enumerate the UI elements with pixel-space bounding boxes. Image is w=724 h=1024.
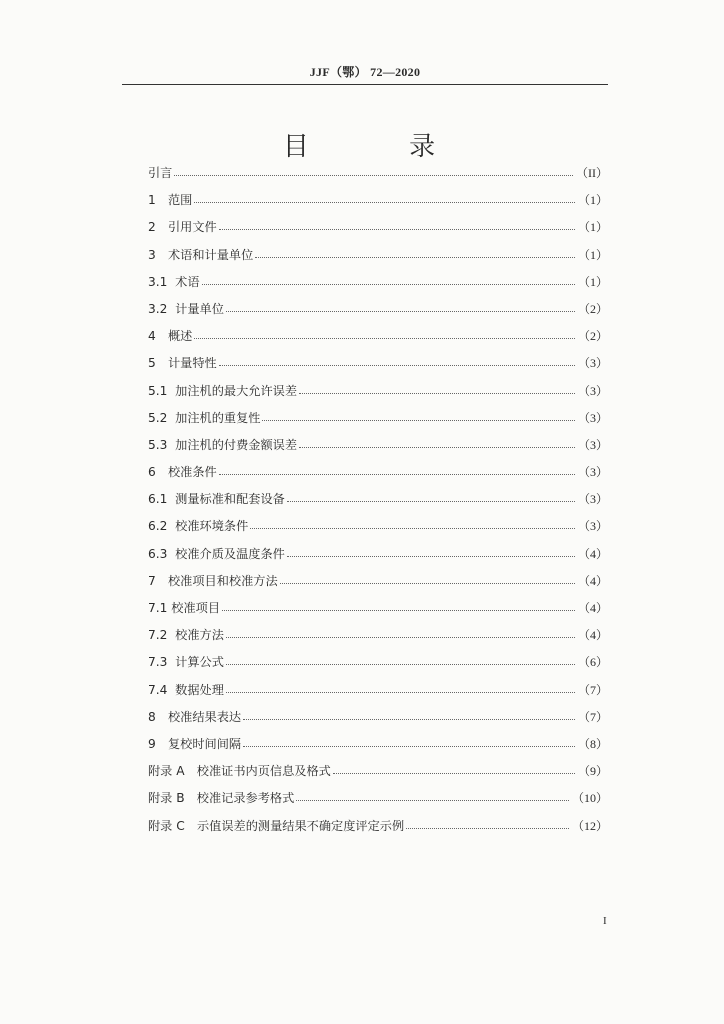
header-rule xyxy=(122,84,608,85)
toc-leader-dots xyxy=(226,656,575,665)
toc-leader-dots xyxy=(280,575,575,584)
toc-entry[interactable] xyxy=(148,378,608,405)
toc-entry[interactable] xyxy=(148,677,608,704)
toc-leader-dots xyxy=(287,493,575,502)
toc-entry-label: 2 引用文件 xyxy=(148,220,217,235)
toc-entry-page: （3） xyxy=(577,519,608,534)
toc-leader-dots xyxy=(299,385,575,394)
toc-entry-page: （8） xyxy=(577,736,608,751)
toc-leader-dots xyxy=(219,466,575,475)
toc-entry[interactable] xyxy=(148,731,608,758)
table-of-contents xyxy=(148,160,608,840)
toc-leader-dots xyxy=(174,167,573,176)
toc-entry[interactable] xyxy=(148,568,608,595)
toc-entry[interactable] xyxy=(148,813,608,840)
toc-entry-label: 6.2 校准环境条件 xyxy=(148,519,249,534)
toc-entry-label: 附录 A 校准证书内页信息及格式 xyxy=(148,764,331,779)
toc-entry-page: （3） xyxy=(577,492,608,507)
toc-entry[interactable] xyxy=(148,513,608,540)
toc-entry-label: 1 范围 xyxy=(148,193,193,208)
toc-leader-dots xyxy=(255,249,575,258)
toc-leader-dots xyxy=(222,602,575,611)
toc-entry-label: 5.3 加注机的付费金额误差 xyxy=(148,437,298,452)
toc-entry-label: 6 校准条件 xyxy=(148,465,217,480)
page-number: I xyxy=(603,915,607,927)
toc-leader-dots xyxy=(219,221,575,230)
toc-entry-page: （7） xyxy=(577,682,608,697)
toc-entry-page: （3） xyxy=(577,410,608,425)
toc-entry-label: 5 计量特性 xyxy=(148,356,217,371)
toc-leader-dots xyxy=(226,303,575,312)
toc-entry-page: （3） xyxy=(577,383,608,398)
toc-leader-dots xyxy=(287,548,575,557)
toc-entry[interactable] xyxy=(148,323,608,350)
toc-entry-label: 6.3 校准介质及温度条件 xyxy=(148,546,285,561)
toc-leader-dots xyxy=(262,412,575,421)
toc-leader-dots xyxy=(243,738,575,747)
toc-leader-dots xyxy=(194,194,575,203)
toc-entry[interactable] xyxy=(148,269,608,296)
toc-leader-dots xyxy=(219,357,575,366)
toc-entry-page: （2） xyxy=(577,301,608,316)
toc-entry-page: （6） xyxy=(577,655,608,670)
toc-entry-page: （3） xyxy=(577,356,608,371)
toc-entry-page: （10） xyxy=(571,791,608,806)
toc-entry-page: （1） xyxy=(577,274,608,289)
toc-entry-label: 6.1 测量标准和配套设备 xyxy=(148,492,285,507)
toc-entry[interactable] xyxy=(148,214,608,241)
toc-leader-dots xyxy=(299,439,575,448)
toc-entry[interactable] xyxy=(148,242,608,269)
toc-entry-page: （9） xyxy=(577,764,608,779)
toc-leader-dots xyxy=(296,792,569,801)
toc-entry-page: （12） xyxy=(571,818,608,833)
toc-entry[interactable] xyxy=(148,649,608,676)
toc-entry-label: 9 复校时间间隔 xyxy=(148,736,242,751)
toc-entry-page: （1） xyxy=(577,247,608,262)
toc-entry[interactable] xyxy=(148,187,608,214)
toc-leader-dots xyxy=(226,684,575,693)
toc-entry[interactable] xyxy=(148,704,608,731)
toc-entry-page: （3） xyxy=(577,437,608,452)
toc-entry-page: （1） xyxy=(577,193,608,208)
toc-entry-label: 5.1 加注机的最大允许误差 xyxy=(148,383,298,398)
toc-leader-dots xyxy=(406,820,569,829)
toc-entry-label: 引言 xyxy=(148,166,173,180)
document-header-code: JJF（鄂） 72—2020 xyxy=(309,65,421,79)
toc-entry-page: （4） xyxy=(577,546,608,561)
toc-entry-label: 5.2 加注机的重复性 xyxy=(148,410,261,425)
toc-leader-dots xyxy=(243,711,575,720)
toc-leader-dots xyxy=(226,629,575,638)
toc-entry-label: 3.1 术语 xyxy=(148,274,200,289)
toc-entry-page: （4） xyxy=(577,601,608,615)
toc-entry-page: （2） xyxy=(577,329,608,344)
toc-entry-label: 7.4 数据处理 xyxy=(148,682,224,697)
toc-entry[interactable] xyxy=(148,541,608,568)
toc-leader-dots xyxy=(333,765,575,774)
toc-entry-page: （3） xyxy=(577,465,608,480)
toc-entry[interactable] xyxy=(148,350,608,377)
toc-entry-label: 4 概述 xyxy=(148,329,193,344)
toc-entry-page: （1） xyxy=(577,220,608,235)
toc-entry-label: 7.2 校准方法 xyxy=(148,628,224,643)
toc-entry[interactable] xyxy=(148,758,608,785)
toc-entry-label: 3.2 计量单位 xyxy=(148,301,224,316)
toc-entry[interactable] xyxy=(148,405,608,432)
toc-entry-page: （4） xyxy=(577,573,608,588)
toc-entry[interactable] xyxy=(148,459,608,486)
toc-entry[interactable] xyxy=(148,160,608,187)
toc-entry[interactable] xyxy=(148,785,608,812)
toc-entry-label: 3 术语和计量单位 xyxy=(148,247,254,262)
toc-entry[interactable] xyxy=(148,595,608,622)
toc-entry-page: （II） xyxy=(576,166,608,180)
toc-leader-dots xyxy=(250,520,575,529)
toc-leader-dots xyxy=(194,330,575,339)
toc-entry-label: 8 校准结果表达 xyxy=(148,709,242,724)
toc-entry-label: 7.1 校准项目 xyxy=(148,601,221,615)
toc-entry-page: （4） xyxy=(577,628,608,643)
toc-entry-label: 7.3 计算公式 xyxy=(148,655,224,670)
toc-entry[interactable] xyxy=(148,432,608,459)
toc-entry[interactable] xyxy=(148,486,608,513)
toc-entry-label: 附录 B 校准记录参考格式 xyxy=(148,791,295,806)
toc-entry-label: 附录 C 示值误差的测量结果不确定度评定示例 xyxy=(148,818,405,833)
toc-entry[interactable] xyxy=(148,296,608,323)
toc-entry[interactable] xyxy=(148,622,608,649)
toc-leader-dots xyxy=(202,276,575,285)
toc-entry-page: （7） xyxy=(577,709,608,724)
page-title: 目 录 xyxy=(282,132,482,162)
toc-entry-label: 7 校准项目和校准方法 xyxy=(148,573,278,588)
